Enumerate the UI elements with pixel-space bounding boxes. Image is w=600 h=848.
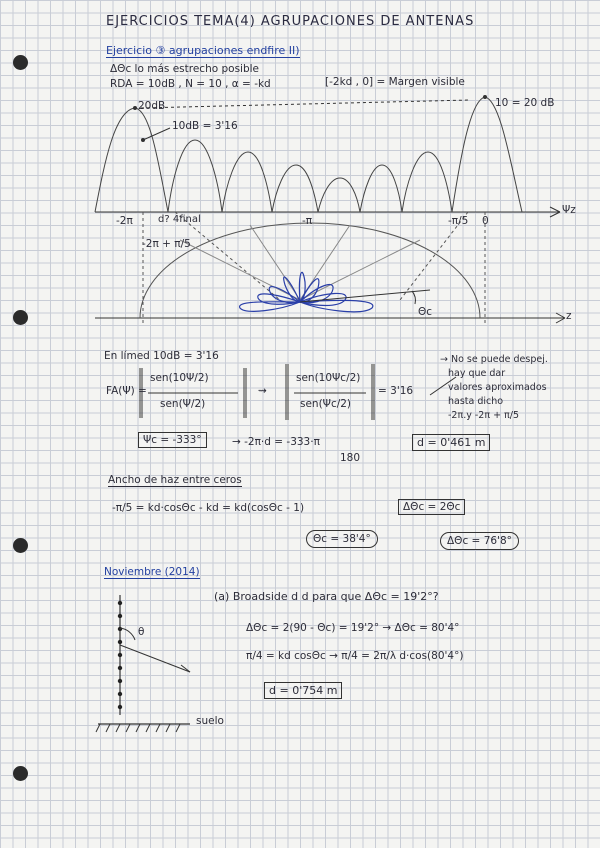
tick-minus-pi: -π bbox=[302, 215, 313, 227]
fa-numerator-1: sen(10Ψ/2) bbox=[150, 372, 209, 384]
fa-numerator-2: sen(10Ψc/2) bbox=[296, 372, 361, 384]
peak-dashed-line bbox=[141, 100, 470, 108]
exercise-line-2: RDA = 10dB , N = 10 , α = -kd bbox=[110, 78, 271, 90]
november-d-result: d = 0'754 m bbox=[264, 682, 342, 699]
peak-left-label: 20dB bbox=[138, 100, 166, 112]
psi-axis-label: Ψz bbox=[562, 204, 576, 216]
psi-axis-arrow bbox=[550, 212, 560, 217]
november-question: (a) Broadside d d para que ΔΘc = 19'2°? bbox=[214, 590, 439, 603]
note-line-5: -2π.y -2π + π/5 bbox=[448, 410, 520, 421]
z-axis-arrow bbox=[556, 313, 565, 318]
d-result: d = 0'461 m bbox=[412, 434, 490, 451]
page-title: EJERCICIOS TEMA(4) AGRUPACIONES DE ANTENAS bbox=[106, 14, 475, 29]
note-line-1: → No se puede despej. bbox=[440, 354, 548, 365]
fa-result: = 3'16 bbox=[378, 385, 414, 397]
main-lobe-left bbox=[95, 108, 168, 212]
exercise-line-1: ΔΘc lo más estrecho posible bbox=[110, 63, 260, 75]
radial-line bbox=[180, 240, 300, 300]
psi-equation: → -2π·d = -333·π bbox=[232, 436, 320, 448]
radial-line bbox=[250, 225, 300, 300]
note-line-4: hasta dicho bbox=[448, 396, 504, 407]
november-eq-1: ΔΘc = 2(90 - Θc) = 19'2° → ΔΘc = 80'4° bbox=[246, 622, 460, 634]
theta-angle-arc bbox=[120, 628, 135, 640]
theta-c-result: Θc = 38'4° bbox=[306, 530, 378, 548]
theta-c-label: Θc bbox=[418, 306, 433, 318]
fa-denominator-1: sen(Ψ/2) bbox=[160, 398, 206, 410]
z-axis-label: z bbox=[566, 310, 572, 322]
d-note: d? 4final bbox=[158, 214, 201, 225]
beam-heading: Ancho de haz entre ceros bbox=[108, 474, 242, 486]
note-line-3: valores aproximados bbox=[448, 382, 547, 393]
side-lobe bbox=[272, 165, 318, 212]
peak-marker-right bbox=[483, 95, 487, 99]
november-eq-2: π/4 = kd cosΘc → π/4 = 2π/λ d·cos(80'4°) bbox=[246, 650, 464, 662]
psi-c-result: Ψc = -333° bbox=[138, 432, 207, 448]
lobe-level-leader bbox=[143, 128, 170, 140]
november-heading: Noviembre (2014) bbox=[104, 566, 200, 578]
approx-arrow: ⇝ bbox=[258, 385, 267, 397]
zero-position-note: -2π + π/5 bbox=[142, 238, 191, 250]
side-lobe bbox=[318, 178, 360, 212]
delta-theta-box: ΔΘc = 2Θc bbox=[398, 499, 465, 515]
z-axis-arrow bbox=[556, 318, 565, 323]
visible-range: [-2kd , 0] = Margen visible bbox=[325, 76, 465, 88]
side-lobe bbox=[360, 165, 402, 212]
delta-theta-result: ΔΘc = 76'8° bbox=[440, 532, 519, 550]
direction-ray bbox=[120, 645, 190, 672]
side-lobe bbox=[168, 140, 222, 212]
tick-zero: 0 bbox=[482, 215, 489, 227]
fa-denominator-2: sen(Ψc/2) bbox=[300, 398, 352, 410]
ground-hatching bbox=[96, 724, 180, 732]
radial-line bbox=[300, 240, 420, 300]
radiation-pattern bbox=[240, 272, 373, 311]
side-lobe bbox=[402, 152, 452, 212]
psi-denominator: 180 bbox=[340, 452, 361, 464]
lobe-level-label: 10dB = 3'16 bbox=[172, 120, 238, 132]
calc-heading: En límed 10dB = 3'16 bbox=[104, 350, 219, 362]
tick-minus-pi-5: -π/5 bbox=[448, 215, 469, 227]
theta-arc bbox=[412, 291, 415, 304]
exercise-heading: Ejercicio ③ agrupaciones endfire II) bbox=[106, 44, 300, 57]
guide-line bbox=[175, 212, 280, 300]
main-lobe-right bbox=[452, 97, 522, 212]
theta-symbol: θ bbox=[138, 626, 145, 638]
direction-arrow bbox=[181, 665, 190, 672]
tick-minus-2pi: -2π bbox=[116, 215, 133, 227]
ground-label: suelo bbox=[196, 715, 224, 727]
side-lobe bbox=[222, 152, 272, 212]
peak-marker-left bbox=[133, 106, 137, 110]
beam-equation: -π/5 = kd·cosΘc - kd = kd(cosΘc - 1) bbox=[112, 502, 305, 514]
array-elements bbox=[118, 601, 122, 709]
psi-axis-arrow bbox=[550, 207, 560, 212]
note-line-2: hay que dar bbox=[448, 368, 506, 379]
peak-right-label: 10 = 20 dB bbox=[495, 97, 555, 109]
fa-label: FA(Ψ) = bbox=[106, 385, 147, 397]
